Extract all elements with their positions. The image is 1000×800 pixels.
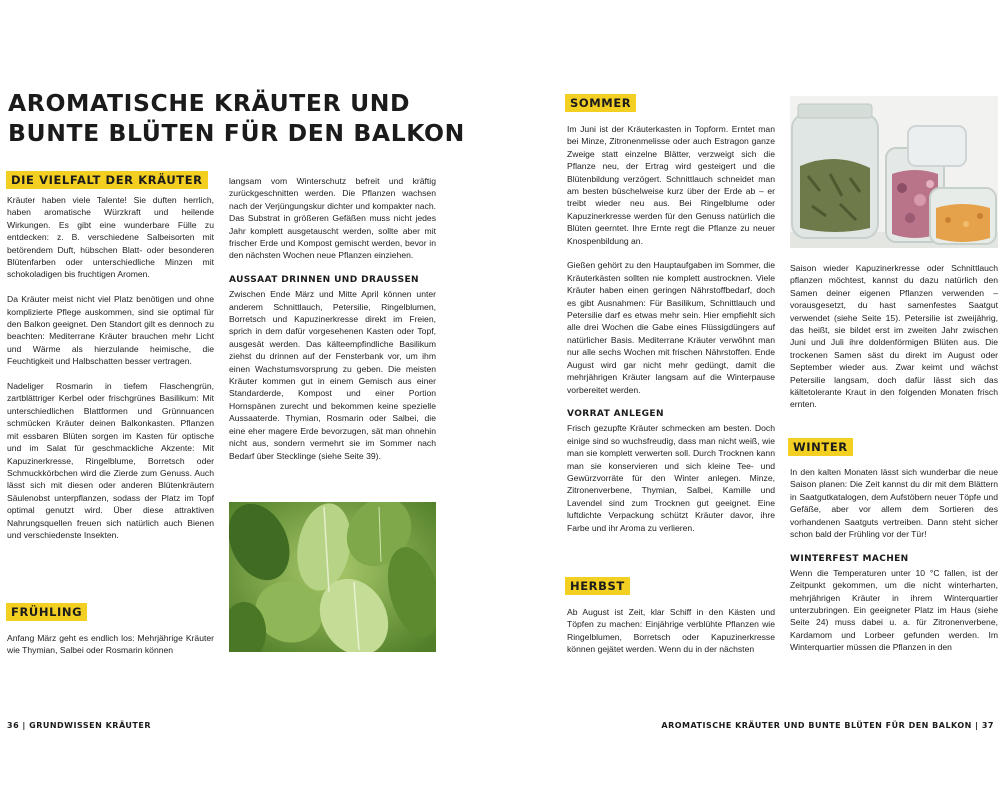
sage-leaves-illustration <box>229 502 436 652</box>
paragraph-winterschutz: langsam vom Winterschutz befreit und kräftig zurückgeschnitten werden. Die Pflanzen wachsen nach der Verjüngungskur dichter und kompakter nach. Das Substrat in größeren Gefäßen muss nicht jedes Jahr komplett ausgetauscht werden, sollte aber mit frischer Erde und Kompost gemischt werden, bevor in den nächsten Wochen neue Pflanzen einziehen. <box>229 176 436 261</box>
paragraph-vorrat: Frisch gezupfte Kräuter schmecken am besten. Doch einige sind so wuchsfreudig, dass man nicht weiß, wie man sie komplett verwerten soll. Durch Trocknen kann man sie konservieren und sich kleine Tee- und Gewürzvorräte für den Winter anlegen. Minze, Zitronenverbene, Thymian, Salbei, Kamille und Lavendel sind zum Trocknen gut geeignet. Eine luftdichte Verpackung schützt Kräuter davor, ihre Farbe und ihr Aroma zu verlieren. <box>567 423 775 533</box>
subheading-aussaat: AUSSAAT DRINNEN UND DRAUSSEN <box>229 275 419 286</box>
page-title <box>8 88 465 148</box>
heading-fruehling: FRÜHLING <box>6 603 87 621</box>
subheading-vorrat: VORRAT ANLEGEN <box>567 409 664 420</box>
right-column-1-end <box>567 606 775 656</box>
right-footer: AROMATISCHE KRÄUTER UND BUNTE BLÜTEN FÜR DEN BALKON | 37 <box>661 721 994 730</box>
left-footer: 36 | GRUNDWISSEN KRÄUTER <box>7 721 151 730</box>
right-column-2-end <box>790 466 998 654</box>
heading-herbst: HERBST <box>565 577 630 595</box>
paragraph-winterfest: Wenn die Temperaturen unter 10 °C fallen, ist der Zeitpunkt gekommen, um die nicht winterharten, mehrjährigen Kräuter in ihrem Winterquartier unterzubringen. Ein geeigneter Platz im Haus (siehe Seite 24) muss dabei u. a. für Zitronenverbene, Kardamom und Lorbeer gefunden werden. Im Winterquartier müssen die Pflanzen in den <box>790 567 998 653</box>
right-column-1 <box>567 123 775 534</box>
paragraph-vielfalt-2: Da Kräuter meist nicht viel Platz benötigen und ohne komplizierte Pflege auskommen, sind sie optimal für den Balkon geeignet. Den Standort gilt es dennoch zu beachten: Mediterrane Kräuter brauchen mehr Licht und Wärme als hierzulande heimische, die Feuchtigkeit und Halbschatten besser vertragen. <box>7 294 214 367</box>
heading-winter: WINTER <box>788 438 853 456</box>
herb-jars-illustration <box>790 96 998 248</box>
left-column-1-end <box>7 632 214 657</box>
title-line-1: AROMATISCHE KRÄUTER UND <box>8 89 411 117</box>
heading-vielfalt: DIE VIELFALT DER KRÄUTER <box>6 171 208 189</box>
left-column-1 <box>7 194 214 554</box>
paragraph-winter: In den kalten Monaten lässt sich wunderbar die neue Saison planen: Die Zeit kannst du dir mit dem Blättern in Saatgutkatalogen, dem Aufstöbern neuer Töpfe und Gefäße, aber vor allem dem Sortieren des vorhandenen Saatguts vertreiben. Dann steht sicher schon bald der Frühling vor der Tür! <box>790 467 998 540</box>
paragraph-fruehling: Anfang März geht es endlich los: Mehrjährige Kräuter wie Thymian, Salbei oder Rosmarin können <box>7 633 214 656</box>
herb-jars-photo <box>790 96 998 248</box>
paragraph-sommer-2: Gießen gehört zu den Hauptaufgaben im Sommer, die Kräuterkästen sollten nie komplett austrocknen. Viele Kräuter haben einen geringen Nährstoffbedarf, doch es gibt Ausnahmen: Für Basilikum, Schnittlauch und Petersilie darf es etwas mehr sein. Hier empfiehlt sich alle drei Wochen die Gabe eines Flüssigdüngers auf natürlicher Basis. Mediterrane Kräuter verwöhnt man nur alle sechs Wochen mit frischen Nährstoffen. Ende August wird gar nicht mehr gedüngt, damit die mehrjährigen Kräuter langsam auf die Winterpause vorbereitet werden. <box>567 260 775 395</box>
right-page <box>500 0 1000 800</box>
paragraph-vielfalt-3: Nadeliger Rosmarin in tiefem Flaschengrün, zartblättriger Kerbel oder frischgrünes Basilikum: Mit unterschiedlichen Blattformen und Grünnuancen schmücken Kräuter deinen Balkonkasten. Pflanzen mit essbaren Blüten sorgen im Kasten für optische und im Salat für geschmackliche Akzente: Mit Kapuzinerkresse, Ringelblume, Borretsch oder Schmuckkörbchen wird die Zierde zum Genuss. Auch lässt sich mit diesen oder anderen Blütenkräutern Säulenobst unterpflanzen, sodass der Platz im Topf optimal genutzt wird. Über diese attraktiven Nahrungsquellen freuen sich natürlich auch Bienen und verschiedenste Insekten. <box>7 381 214 540</box>
subheading-winterfest: WINTERFEST MACHEN <box>790 553 909 564</box>
heading-sommer: SOMMER <box>565 94 636 112</box>
title-line-2: BUNTE BLÜTEN FÜR DEN BALKON <box>8 119 465 147</box>
sage-leaves-photo <box>229 502 436 652</box>
paragraph-aussaat: Zwischen Ende März und Mitte April können unter anderem Schnittlauch, Petersilie, Ringelblumen, Borretsch und Kapuzinerkresse direkt im Freien, sprich in dem dafür vorgesehenen Kasten oder Topf, ausgesät werden. Das kälteempfindliche Basilikum ziehst du drinnen auf der Fensterbank vor, um ihm einen Wachstumsvorsprung zu geben. Die meisten Kräuter kommen gut in einem Gemisch aus einer Standarderde, Kompost und einer Portion Hornspänen zurecht und bekommen keine spezielle Aussaaterde. Thymian, Rosmarin oder Salbei, die eine eher magere Erde bevorzugen, sät man ohnehin nicht aus, sondern vermehrt sie im Sommer nach Bedarf über Stecklinge (siehe Seite 39). <box>229 289 436 461</box>
paragraph-herbst: Ab August ist Zeit, klar Schiff in den Kästen und Töpfen zu machen: Einjährige verblühte Pflanzen wie Ringelblumen, Borretsch oder Kapuzinerkresse können gejätet werden. Wenn du in der nächsten <box>567 607 775 655</box>
paragraph-vielfalt-1: Kräuter haben viele Talente! Sie duften herrlich, haben aromatische Würzkraft und heilende Wirkungen. Es gibt eine wunderbare Fülle zu entdecken: z. B. verschiedene Salbeisorten mit betörendem Duft, hübschen Blatt- oder besonderen Blütenfarben oder unterschiedliche Minzen mit schokoladigen bis fruchtigen Aromen. <box>7 195 214 280</box>
left-column-2 <box>229 175 436 462</box>
paragraph-herbst-2: Saison wieder Kapuzinerkresse oder Schnittlauch pflanzen möchtest, kannst du dazu natürlich den Samen deiner eigenen Pflanzen verwenden – vorausgesetzt, du hast samenfestes Saatgut verwendet (siehe Seite 15). Petersilie ist zweijährig, das heißt, sie bildet erst im zweiten Jahr zwischen Juni und Juli ihre doldenförmigen Blüten aus. Die trockenen Samen säst du direkt im August oder September wieder aus. Zwar keimt und wächst Petersilie langsam, doch dafür lässt sich das kältetolerante Kraut in den folgenden Monaten frisch ernten. <box>790 263 998 410</box>
paragraph-sommer-1: Im Juni ist der Kräuterkasten in Topform. Erntet man bei Minze, Zitronenmelisse oder auch Estragon ganze Zweige statt einzelne Blätter, verzweigt sich die Pflanze neu, der Ertrag wird gesteigert und die Blütenbildung verzögert. Schnittlauch schneidet man am besten büschelweise kurz über der Erde ab – er treibt wieder neu aus. Bei Ringelblume oder Kapuzinerkresse werden für den Genuss natürlich die Blüten geerntet. Ihre Ernte regt die Pflanze zu neuer Knospenbildung an. <box>567 124 775 246</box>
right-column-2 <box>790 262 998 411</box>
